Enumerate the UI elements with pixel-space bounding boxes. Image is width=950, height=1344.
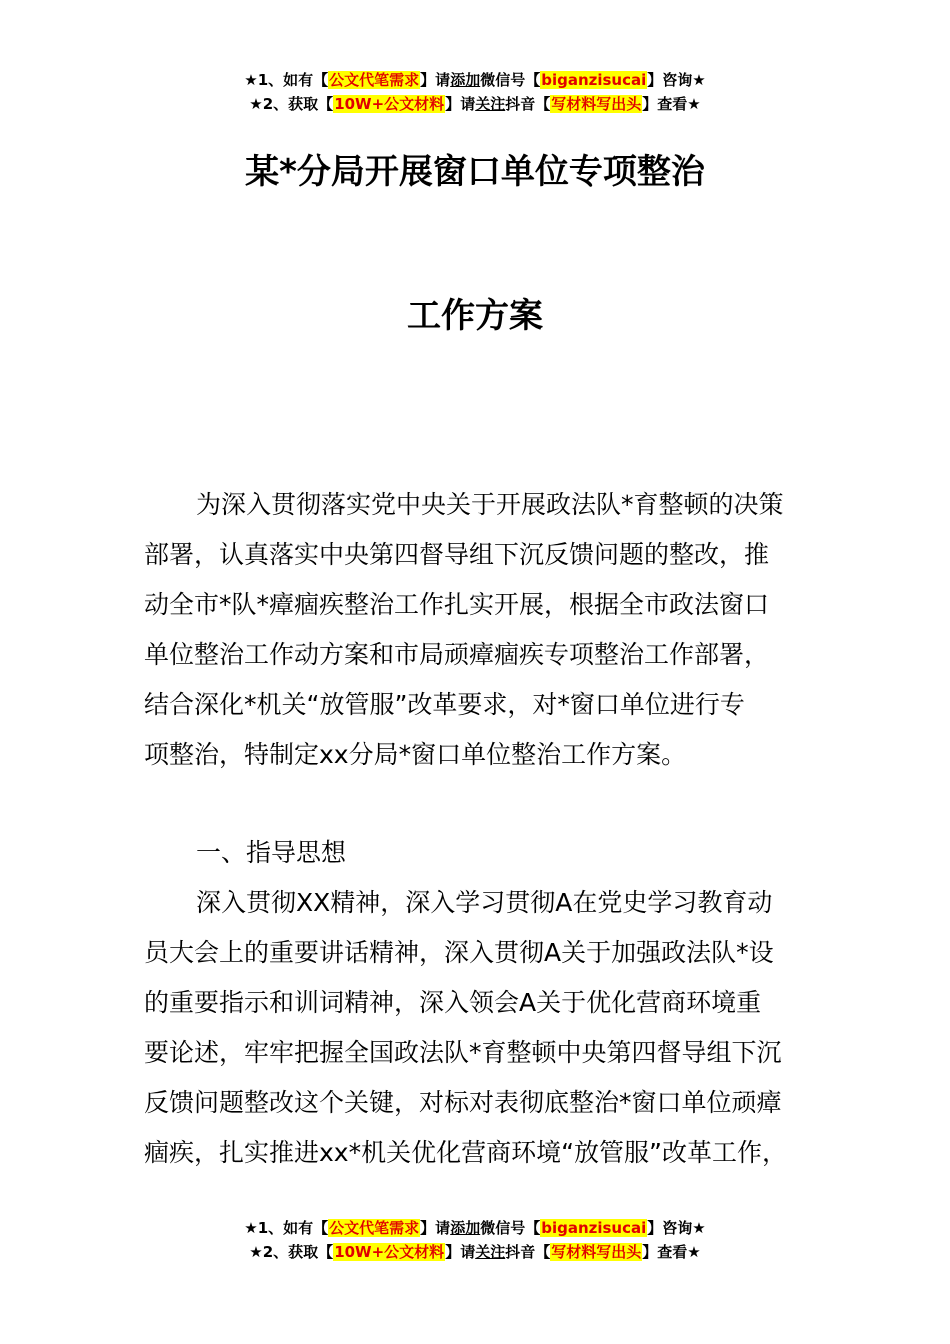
promo-text: 】请	[445, 95, 476, 113]
paragraph-line: 痼疾，扎实推进xx*机关优化营商环境“放管服”改革工作，	[144, 1138, 787, 1167]
promo-text: ★1、如有【	[244, 1219, 329, 1237]
paragraph-line: 动全市*队*瘴痼疾整治工作扎实开展，根据全市政法窗口	[144, 590, 770, 619]
promo-text: 抖音【	[505, 1243, 551, 1261]
promo-text: ★2、获取【	[249, 1243, 334, 1261]
paragraph-line: 反馈问题整改这个关键，对标对表彻底整治*窗口单位顽瘴	[144, 1088, 782, 1117]
section-paragraph	[144, 878, 808, 1178]
promo-text: 】咨询★	[647, 71, 706, 89]
promo-text: 微信号【	[480, 1219, 541, 1237]
paragraph-line: 员大会上的重要讲话精神，深入贯彻A关于加强政法队*设	[144, 938, 774, 967]
promo-text: 微信号【	[480, 71, 541, 89]
promo-banner-top	[0, 68, 950, 116]
promo-text: 】查看★	[642, 1243, 701, 1261]
document-title-line-2: 工作方案	[407, 296, 543, 336]
paragraph-line: 的重要指示和训词精神，深入领会A关于优化营商环境重	[144, 988, 762, 1017]
promo-highlight: 10W+公文材料	[334, 95, 445, 113]
document-title-line-1: 某*分局开展窗口单位专项整治	[245, 152, 705, 192]
paragraph-line: 为深入贯彻落实党中央关于开展政法队*育整顿的决策	[196, 490, 784, 519]
intro-paragraph	[144, 480, 808, 780]
promo-highlight: 10W+公文材料	[334, 1243, 445, 1261]
promo-underlined-text: 关注	[475, 95, 506, 113]
paragraph-line: 部署，认真落实中央第四督导组下沉反馈问题的整改，推	[144, 540, 770, 569]
wechat-id-highlight: biganzisucai	[541, 71, 647, 89]
wechat-id-highlight: biganzisucai	[541, 1219, 647, 1237]
promo-text: 】请	[420, 71, 451, 89]
section-heading	[144, 828, 808, 878]
promo-text: ★2、获取【	[249, 95, 334, 113]
paragraph-line: 要论述，牢牢把握全国政法队*育整顿中央第四督导组下沉	[144, 1038, 782, 1067]
section-heading-text: 一、指导思想	[196, 838, 347, 867]
douyin-id-highlight: 写材料写出头	[551, 1243, 642, 1261]
promo-text: 】查看★	[642, 95, 701, 113]
promo-line-2	[0, 1240, 950, 1264]
promo-banner-bottom	[0, 1216, 950, 1264]
promo-line-1	[0, 1216, 950, 1240]
promo-line-1	[0, 68, 950, 92]
promo-text: 】咨询★	[647, 1219, 706, 1237]
paragraph-line: 项整治，特制定xx分局*窗口单位整治工作方案。	[144, 740, 687, 769]
promo-highlight: 公文代笔需求	[329, 71, 420, 89]
promo-line-2	[0, 92, 950, 116]
promo-underlined-text: 添加	[450, 1219, 481, 1237]
promo-highlight: 公文代笔需求	[329, 1219, 420, 1237]
promo-text: 】请	[420, 1219, 451, 1237]
paragraph-line: 结合深化*机关“放管服”改革要求，对*窗口单位进行专	[144, 690, 745, 719]
promo-underlined-text: 关注	[475, 1243, 506, 1261]
paragraph-line: 深入贯彻XX精神，深入学习贯彻A在党史学习教育动	[196, 888, 773, 917]
paragraph-line: 单位整治工作动方案和市局顽瘴痼疾专项整治工作部署，	[144, 640, 770, 669]
promo-text: 】请	[445, 1243, 476, 1261]
promo-underlined-text: 添加	[450, 71, 481, 89]
douyin-id-highlight: 写材料写出头	[551, 95, 642, 113]
promo-text: ★1、如有【	[244, 71, 329, 89]
promo-text: 抖音【	[505, 95, 551, 113]
